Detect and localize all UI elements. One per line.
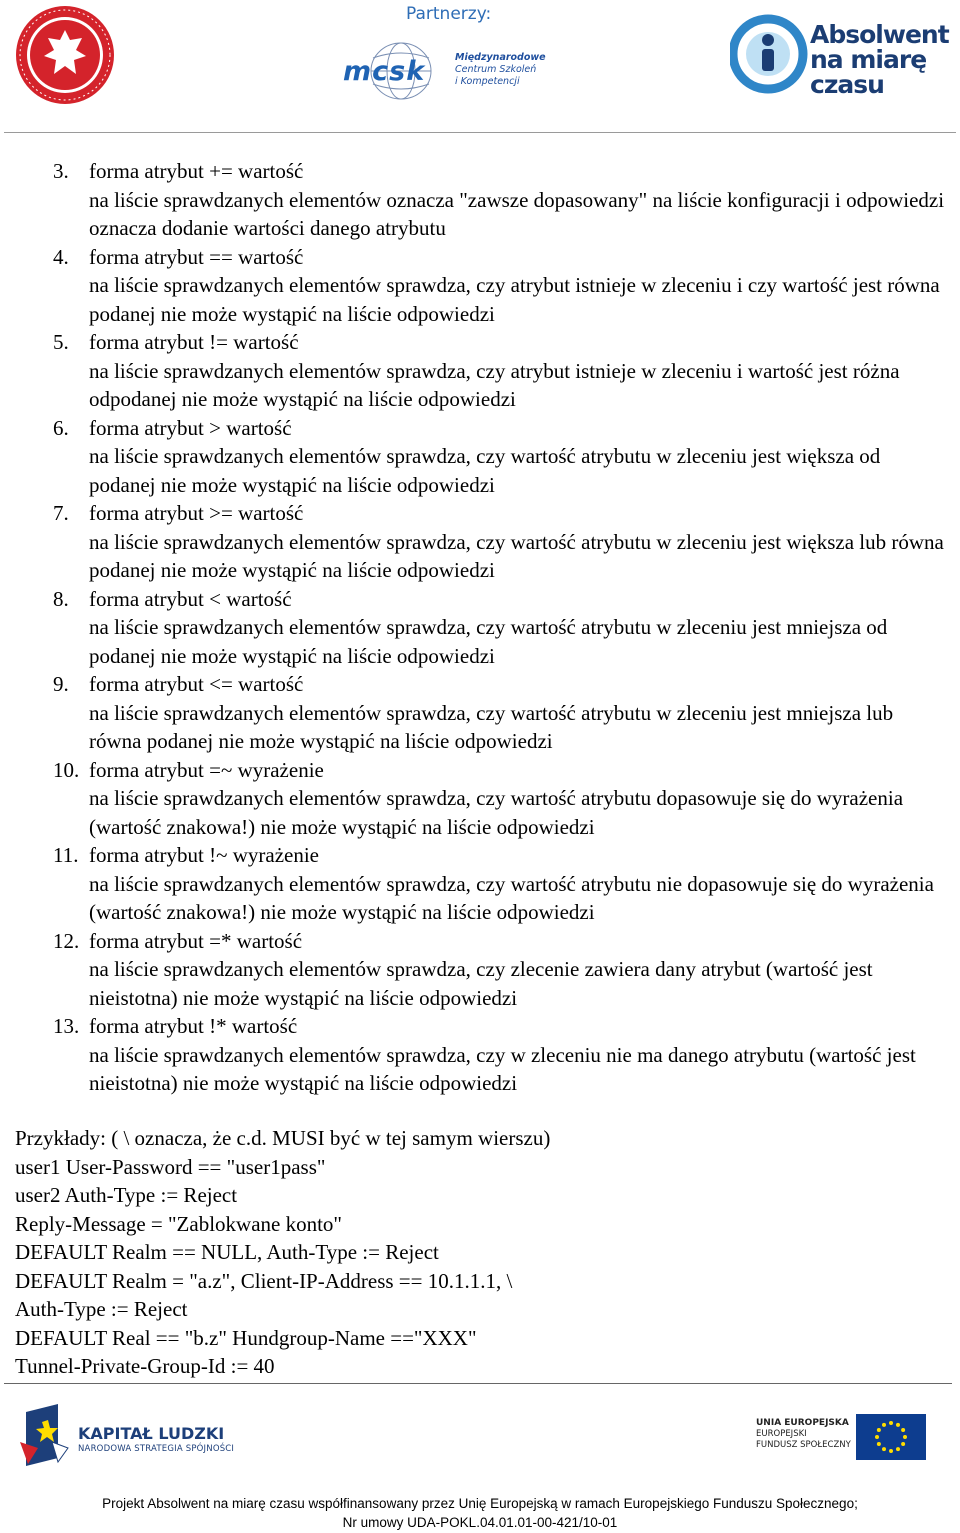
- rule-form: forma atrybut !~ wyrażenie: [89, 843, 320, 867]
- rule-form: forma atrybut <= wartość: [89, 672, 304, 696]
- eu-star-icon: [882, 1447, 886, 1451]
- example-line: DEFAULT Realm == NULL, Auth-Type := Reject: [15, 1240, 439, 1264]
- rule-item: [0, 499, 960, 585]
- rule-number: 11.: [53, 843, 79, 867]
- rule-form: forma atrybut < wartość: [89, 586, 292, 611]
- mcsk-line3: i Kompetencji: [455, 76, 520, 87]
- example-line: DEFAULT Real == "b.z" Hundgroup-Name =="XXX": [15, 1325, 477, 1350]
- rule-item: [0, 243, 960, 329]
- footer-line1: Projekt Absolwent na miarę czasu współfinansowany przez Unię Europejską w ramach Europejskiego Funduszu Społecznego;: [102, 1496, 858, 1511]
- rule-description: na liście sprawdzanych elementów sprawdza, czy atrybut istnieje w zleceniu i czy wartość jest równa podanej nie może wystąpić na liście odpowiedzi: [89, 273, 940, 326]
- rule-number: 13.: [53, 1014, 80, 1038]
- mcsk-line2: Centrum Szkoleń: [455, 64, 537, 75]
- eu-star-icon: [903, 1435, 907, 1439]
- rule-form: forma atrybut == wartość: [89, 244, 304, 269]
- rule-number: 7.: [53, 501, 69, 525]
- eu-line3: FUNDUSZ SPOŁECZNY: [756, 1440, 851, 1450]
- rule-number: 4.: [53, 244, 69, 269]
- page-header: [0, 0, 960, 135]
- absolwent-wordmark: [810, 22, 949, 97]
- eu-line1: UNIA EUROPEJSKA: [756, 1418, 849, 1428]
- eu-star-icon: [901, 1442, 905, 1446]
- rule-description: na liście sprawdzanych elementów sprawdza, czy wartość atrybutu w zleceniu jest większa od podanej nie może wystąpić na liście odpowiedzi: [89, 444, 881, 497]
- eu-star-icon: [882, 1423, 886, 1427]
- university-seal-logo: [14, 4, 116, 106]
- examples-divider: [4, 1383, 952, 1384]
- rule-number: 10.: [53, 757, 80, 782]
- example-line: DEFAULT Realm = "a.z", Client-IP-Address == 10.1.1.1, \: [15, 1268, 513, 1293]
- operator-rules-list: [0, 157, 960, 1098]
- kapital-ludzki-logo: [18, 1398, 268, 1473]
- rule-form: forma atrybut =* wartość: [89, 928, 303, 953]
- rule-item: [0, 841, 960, 927]
- eu-star-icon: [889, 1421, 893, 1425]
- example-line: Reply-Message = "Zablokwane konto": [15, 1211, 342, 1236]
- rule-number: 12.: [53, 928, 80, 953]
- header-divider: [4, 132, 956, 133]
- example-line: Auth-Type := Reject: [15, 1297, 188, 1321]
- absolwent-line2: na miarę: [810, 45, 927, 74]
- rule-item: [0, 756, 960, 842]
- rule-item: [0, 157, 960, 243]
- mcsk-mark: mcsk: [343, 56, 426, 87]
- absolwent-line1: Absolwent: [810, 20, 949, 49]
- eu-star-icon: [875, 1435, 879, 1439]
- eu-star-icon: [877, 1428, 881, 1432]
- kapital-ludzki-subtitle: NARODOWA STRATEGIA SPÓJNOŚCI: [78, 1444, 235, 1454]
- rule-item: [0, 414, 960, 500]
- eu-text: [756, 1418, 851, 1451]
- rule-description: na liście sprawdzanych elementów sprawdza, czy zlecenie zawiera dany atrybut (wartość jest nieistotna) nie może wystąpić na liście odpowiedzi: [89, 957, 873, 1010]
- mcsk-line1: Międzynarodowe: [455, 52, 546, 63]
- rule-number: 6.: [53, 415, 69, 440]
- eu-logo: [756, 1412, 931, 1462]
- rule-description: na liście sprawdzanych elementów sprawdza, czy atrybut istnieje w zleceniu i wartość jest różna odpodanej nie może wystąpić na liście odpowiedzi: [89, 358, 900, 411]
- kapital-ludzki-title: KAPITAŁ LUDZKI: [78, 1424, 225, 1443]
- rule-form: forma atrybut >= wartość: [89, 501, 304, 525]
- mcsk-subtitle: [455, 52, 575, 88]
- eu-star-icon: [877, 1442, 881, 1446]
- examples-block: [15, 1124, 950, 1381]
- absolwent-line3: czasu: [810, 70, 884, 99]
- kapital-ludzki-flag-icon: [18, 1402, 74, 1470]
- rule-description: na liście sprawdzanych elementów sprawdza, czy wartość atrybutu w zleceniu jest mniejsza lub równa podanej nie może wystąpić na liście odpowiedzi: [89, 700, 894, 753]
- rule-item: [0, 927, 960, 1013]
- rule-item: [0, 328, 960, 414]
- eu-star-icon: [896, 1447, 900, 1451]
- rule-number: 8.: [53, 586, 69, 611]
- rule-form: forma atrybut != wartość: [89, 330, 299, 354]
- example-line: user1 User-Password == "user1pass": [15, 1154, 326, 1179]
- rule-description: na liście sprawdzanych elementów sprawdza, czy w zleceniu nie ma danego atrybutu (wartość jest nieistotna) nie może wystąpić na liście odpowiedzi: [89, 1042, 916, 1095]
- absolwent-circle-icon: [730, 10, 808, 96]
- rule-description: na liście sprawdzanych elementów sprawdza, czy wartość atrybutu nie dopasowuje się do wyrażenia (wartość znakowa!) nie może wystąpić na liście odpowiedzi: [89, 871, 934, 924]
- footer-text: [0, 1494, 960, 1532]
- rule-form: forma atrybut !* wartość: [89, 1014, 298, 1038]
- mcsk-logo: [343, 38, 573, 104]
- eu-star-icon: [889, 1449, 893, 1453]
- rule-item: [0, 585, 960, 671]
- rule-item: [0, 670, 960, 756]
- rule-form: forma atrybut > wartość: [89, 415, 292, 440]
- eu-flag-icon: [856, 1414, 926, 1460]
- absolwent-logo: [730, 8, 955, 100]
- rule-description: na liście sprawdzanych elementów oznacza "zawsze dopasowany" na liście konfiguracji i odpowiedzi oznacza dodanie wartości danego atrybutu: [89, 187, 945, 240]
- rule-form: forma atrybut += wartość: [89, 159, 304, 183]
- partners-label: Partnerzy:: [406, 4, 492, 24]
- rule-number: 5.: [53, 330, 69, 354]
- rule-form: forma atrybut =~ wyrażenie: [89, 757, 324, 782]
- examples-heading: Przykłady: ( \ oznacza, że c.d. MUSI być w tej samym wierszu): [15, 1126, 551, 1150]
- rule-description: na liście sprawdzanych elementów sprawdza, czy wartość atrybutu w zleceniu jest większa lub równa podanej nie może wystąpić na liście odpowiedzi: [89, 529, 944, 582]
- eu-star-icon: [901, 1428, 905, 1432]
- rule-description: na liście sprawdzanych elementów sprawdza, czy wartość atrybutu w zleceniu jest mniejsza od podanej nie może wystąpić na liście odpowiedzi: [89, 615, 888, 668]
- rule-number: 3.: [53, 159, 69, 183]
- rule-description: na liście sprawdzanych elementów sprawdza, czy wartość atrybutu dopasowuje się do wyrażenia (wartość znakowa!) nie może wystąpić na liście odpowiedzi: [89, 786, 904, 839]
- eu-line2: EUROPEJSKI: [756, 1429, 807, 1439]
- rule-number: 9.: [53, 672, 69, 696]
- eu-star-icon: [896, 1423, 900, 1427]
- example-line: Tunnel-Private-Group-Id := 40: [15, 1354, 275, 1378]
- rule-item: [0, 1012, 960, 1098]
- footer-line2: Nr umowy UDA-POKL.04.01.01-00-421/10-01: [342, 1515, 618, 1530]
- example-line: user2 Auth-Type := Reject: [15, 1183, 238, 1207]
